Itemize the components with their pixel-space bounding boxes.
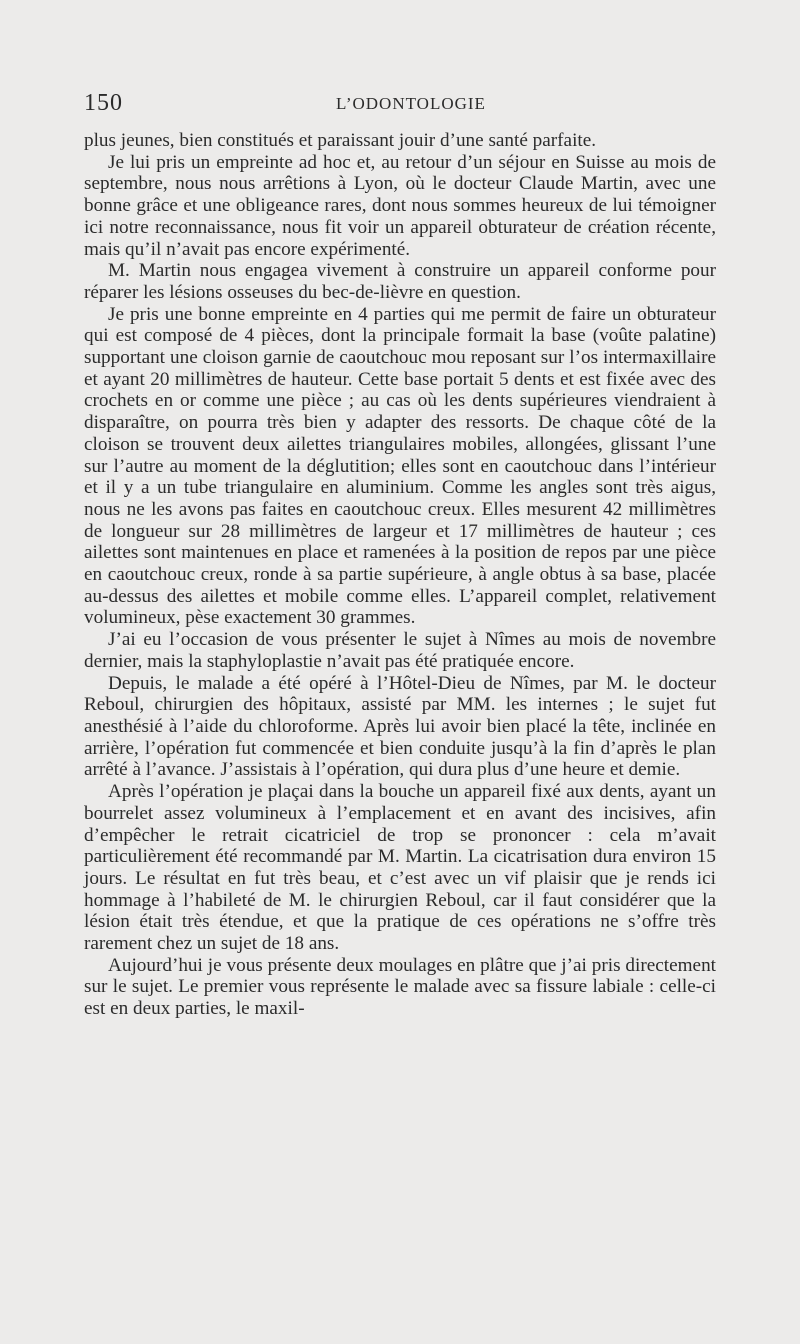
paragraph: Je lui pris un empreinte ad hoc et, au retour d’un séjour en Suisse au mois de septembre, nous nous arrêtions à Lyon, où le docteur Claude Martin, avec une bonne grâce et une obligeance rares, dont nous sommes heureux de lui témoigner ici notre reconnaissance, nous fit voir un appareil obturateur de création récente, mais qu’il n’avait pas encore expérimenté. — [84, 151, 716, 260]
paragraph: Depuis, le malade a été opéré à l’Hôtel-Dieu de Nîmes, par M. le docteur Reboul, chirurgien des hôpitaux, assisté par MM. les internes ; le sujet fut anesthésié à l’aide du chloroforme. Après lui avoir bien placé la tête, inclinée en arrière, l’opération fut commencée et bien conduite jusqu’à la fin d’après le plan arrêté à l’avance. J’assistais à l’opération, qui dura plus d’une heure et demie. — [84, 672, 716, 781]
paragraph: plus jeunes, bien constitués et paraissant jouir d’une santé parfaite. — [84, 130, 597, 151]
paragraph: M. Martin nous engagea vivement à construire un appareil conforme pour réparer les lésions osseuses du bec-de-lièvre en question. — [84, 260, 716, 303]
page-number: 150 — [84, 90, 123, 116]
paragraph: Aujourd’hui je vous présente deux moulages en plâtre que j’ai pris directement sur le sujet. Le premier vous représente le malade avec sa fissure labiale : celle-ci est en deux parties, le maxil- — [84, 954, 716, 1020]
paragraph: J’ai eu l’occasion de vous présenter le sujet à Nîmes au mois de novembre dernier, mais la staphyloplastie n’avait pas été pratiquée encore. — [84, 629, 716, 672]
paragraph: Je pris une bonne empreinte en 4 parties qui me permit de faire un obturateur qui est composé de 4 pièces, dont la principale formait la base (voûte palatine) supportant une cloison garnie de caoutchouc mou reposant sur l’os intermaxillaire et ayant 20 millimètres de hauteur. Cette base portait 5 dents et est fixée avec des crochets en or comme une pièce ; au cas où les dents supérieures viendraient à disparaître, on pourra très bien y adapter des ressorts. De chaque côté de la cloison se trouvent deux ailettes triangulaires mobiles, allongées, glissant l’une sur l’autre au moment de la déglutition; elles sont en caoutchouc dans l’intérieur et il y a un tube triangulaire en aluminium. Comme les angles sont très aigus, nous ne les avons pas faites en caoutchouc creux. Elles mesurent 42 millimètres de longueur sur 28 millimètres de largeur et 17 millimètres de hauteur ; ces ailettes sont maintenues en place et ramenées à la position de repos par une pièce en caoutchouc creux, ronde à sa partie supérieure, à angle obtus à sa base, placée au-dessus des ailettes et mobile comme elles. L’appareil complet, relativement volumineux, pèse exactement 30 grammes. — [84, 303, 716, 629]
paragraph: Après l’opération je plaçai dans la bouche un appareil fixé aux dents, ayant un bourrelet assez volumineux à l’emplacement et en avant des incisives, afin d’empêcher le retrait cicatriciel de trop se prononcer : cela m’avait particulièrement été recommandé par M. Martin. La cicatrisation dura environ 15 jours. Le résultat en fut très beau, et c’est avec un vif plaisir que je rends ici hommage à l’habileté de M. le chirurgien Reboul, car il faut considérer que la lésion était très étendue, et que la pratique de ces opérations ne s’offre très rarement chez un sujet de 18 ans. — [84, 781, 716, 955]
page-header — [84, 90, 716, 120]
running-title: L’ODONTOLOGIE — [336, 94, 486, 113]
body-text — [84, 130, 716, 1020]
